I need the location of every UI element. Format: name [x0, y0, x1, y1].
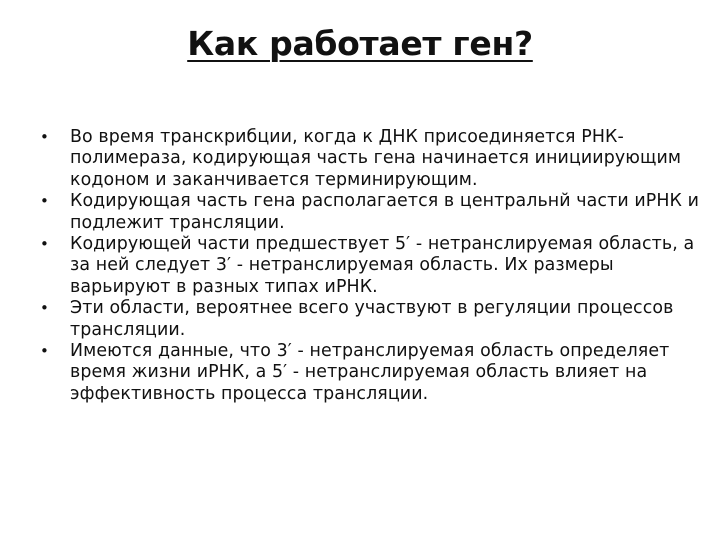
bullet-icon: •: [40, 128, 49, 146]
bullet-text: Кодирующая часть гена располагается в центральнй части иРНК и подлежит трансляции.: [70, 191, 699, 233]
bullet-text: Кодирующей части предшествует 5′ - нетранслируемая область, а за ней следует 3′ - нетранслируемая область. Их размеры варьируют в разных типах иРНК.: [70, 234, 695, 297]
bullet-text: Эти области, вероятнее всего участвуют в регуляции процессов трансляции.: [70, 298, 674, 340]
bullet-item: [40, 341, 706, 405]
bullet-item: [40, 298, 706, 341]
slide-title: Как работает ген?: [187, 24, 533, 63]
bullet-item: [40, 127, 706, 191]
bullet-icon: •: [40, 235, 49, 254]
bullet-item: [40, 234, 706, 298]
bullet-text: Во время транскрибции, когда к ДНК присоединяется РНК-полимераза, кодирующая часть гена начинается инициирующим кодоном и заканчивается терминирующим.: [70, 127, 682, 190]
bullet-text: Имеются данные, что 3′ - нетранслируемая область определяет время жизни иРНК, а 5′ - нетранслируемая область влияет на эффективность процесса трансляции.: [70, 341, 670, 404]
bullet-icon: •: [40, 299, 49, 318]
bullet-list: [40, 127, 706, 405]
bullet-icon: •: [40, 342, 49, 361]
bullet-icon: •: [40, 192, 49, 211]
bullet-item: [40, 191, 706, 234]
